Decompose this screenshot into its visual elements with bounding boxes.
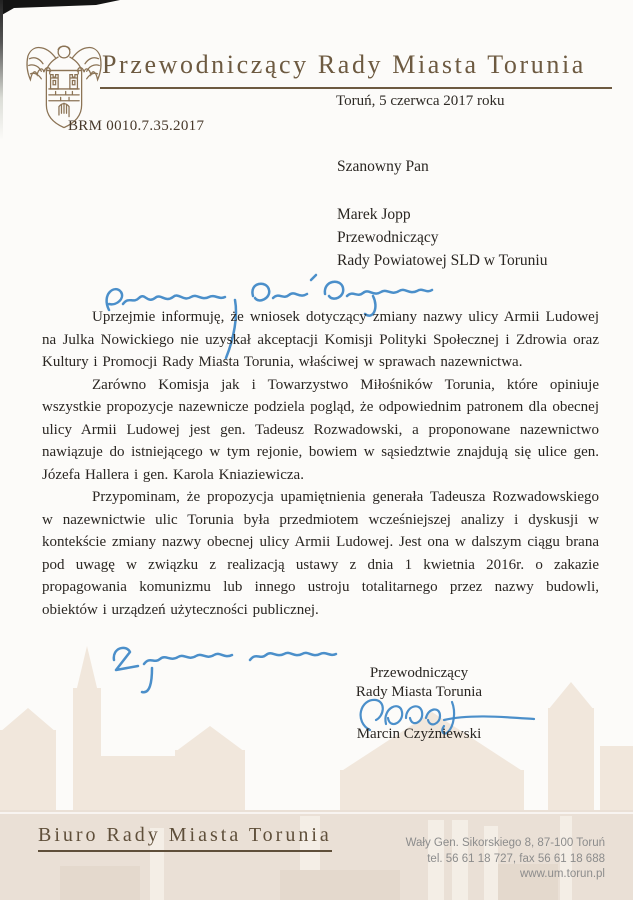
paragraph-2: Zarówno Komisja jak i Towarzystwo Miłośników Torunia, które opiniuje wszystkie propozycje nazewnicze podziela pogląd, że odpowiednim patronem dla obecnej ulicy Armii Ludowej jest gen. Tadeusz Rozwadowski, a proponowane nazewnictwo nawiązuje do istniejącego w tym rejonie, bowiem w sąsiedztwie znajdują się ulice gen. Józefa Hallera i gen. Karola Kniaziewicza. bbox=[42, 376, 599, 483]
signer-title-line2: Rady Miasta Torunia bbox=[355, 684, 483, 700]
recipient-block bbox=[337, 155, 547, 272]
footer-contact-block bbox=[325, 836, 605, 883]
footer-office-name: Biuro Rady Miasta Torunia bbox=[38, 824, 332, 852]
recipient-salutation: Szanowny Pan bbox=[337, 158, 429, 175]
recipient-title: Przewodniczący bbox=[337, 229, 439, 246]
letter-body bbox=[42, 306, 599, 621]
paragraph-1: Uprzejmie informuję, że wniosek dotyczący zmiany nazwy ulicy Armii Ludowej na Julka Nowickiego nie uzyskał akceptacji Komisji Polityki Społecznej i Zdrowia oraz Kultury i Promocji Rady Miasta Torunia, właściwej w sprawach nazewnictwa. bbox=[42, 309, 599, 370]
recipient-organization: Rady Powiatowej SLD w Toruniu bbox=[337, 252, 548, 269]
paragraph-3: Przypominam, że propozycja upamiętnienia generała Tadeusza Rozwadowskiego w nazewnictwie ulic Torunia była przedmiotem wcześniejszej analizy i dyskusji w kontekście zmiany nazwy obecnej ulicy Armii Ludowej. Jest ona w dalszym ciągu brana pod uwagę w związku z realizacją ustawy z dnia 1 kwietnia 2016r. o zakazie propagowania komunizmu lub innego ustroju totalitarnego przez nazwy budowli, obiektów i urządzeń użyteczności publicznej. bbox=[42, 489, 599, 618]
signer-title-block bbox=[350, 664, 488, 702]
signer-name: Marcin Czyżniewski bbox=[356, 726, 482, 742]
letterhead-rule bbox=[100, 87, 612, 89]
footer-address-line: Wały Gen. Sikorskiego 8, 87-100 Toruń bbox=[405, 837, 605, 849]
signer-title-line1: Przewodniczący bbox=[369, 665, 469, 681]
date-line: Toruń, 5 czerwca 2017 roku bbox=[336, 93, 505, 109]
spacer bbox=[337, 178, 547, 203]
footer-website: www.um.torun.pl bbox=[519, 868, 605, 880]
reference-number: BRM 0010.7.35.2017 bbox=[68, 118, 205, 134]
footer-phone-fax: tel. 56 61 18 727, fax 56 61 18 688 bbox=[427, 852, 605, 865]
scan-artifact-corner bbox=[0, 0, 120, 16]
scan-crease-line bbox=[0, 812, 633, 814]
scan-artifact-edge bbox=[0, 0, 3, 140]
letterhead-title: Przewodniczący Rady Miasta Torunia bbox=[102, 50, 586, 79]
recipient-name: Marek Jopp bbox=[337, 206, 411, 223]
